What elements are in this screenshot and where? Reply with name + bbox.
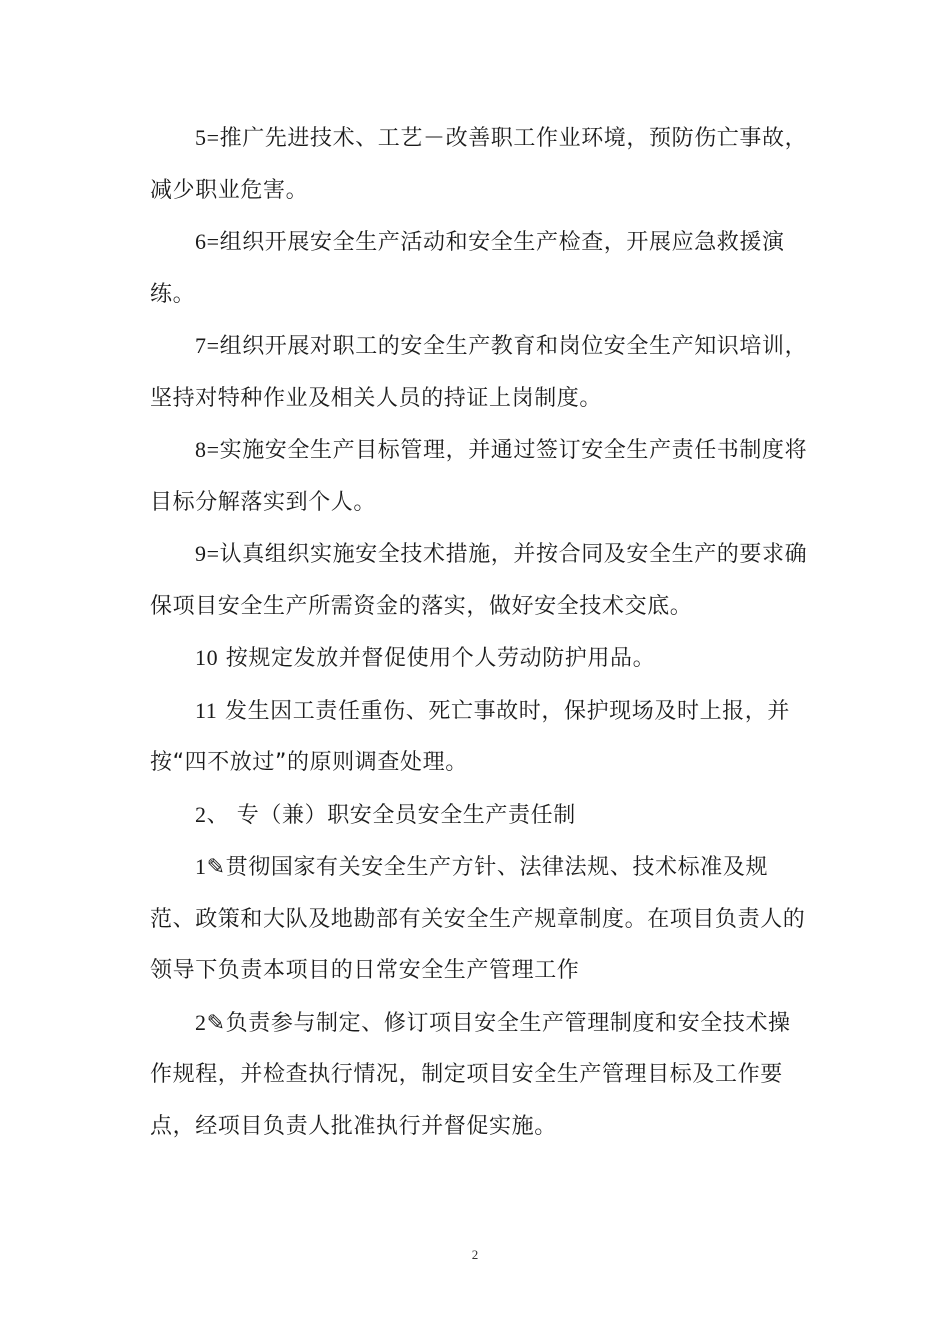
paragraph-item-6 [150, 216, 810, 320]
paragraph-text: 负责参与制定、修订项目安全生产管理制度和安全技术操作规程，并检查执行情况，制定项目安全生产管理目标及工作要点，经项目负责人批准执行并督促实施。 [150, 1010, 791, 1139]
paragraph-text: 发生因工责任重伤、死亡事故时，保护现场及时上报，并按“四不放过”的原则调查处理。 [150, 698, 790, 775]
section-heading [150, 789, 810, 842]
item-number: 1✎ [195, 854, 226, 879]
paragraph-text: 组织开展安全生产活动和安全生产检查，开展应急救援演练。 [150, 230, 785, 307]
paragraph-text: 认真组织实施安全技术措施，并按合同及安全生产的要求确保项目安全生产所需资金的落实，做好安全技术交底。 [150, 542, 808, 619]
paragraph-text: 组织开展对职工的安全生产教育和岗位安全生产知识培训，坚持对特种作业及相关人员的持证上岗制度。 [150, 334, 808, 411]
item-number: 10 [195, 645, 219, 670]
paragraph-subitem-2 [150, 997, 810, 1153]
paragraph-text: 推广先进技术、工艺－改善职工作业环境，预防伤亡事故，减少职业危害。 [150, 126, 808, 203]
item-number: 5= [195, 125, 220, 150]
paragraph-item-11 [150, 685, 810, 789]
paragraph-item-10 [150, 632, 810, 685]
document-body [150, 112, 810, 1152]
section-number: 2、 [195, 801, 230, 827]
section-title: 专（兼）职安全员安全生产责任制 [229, 802, 576, 828]
page-number: 2 [471, 1247, 479, 1262]
paragraph-text: 实施安全生产目标管理，并通过签订安全生产责任书制度将目标分解落实到个人。 [150, 438, 808, 515]
paragraph-item-5 [150, 112, 810, 216]
paragraph-text: 贯彻国家有关安全生产方针、法律法规、技术标准及规范、政策和大队及地勘部有关安全生产规章制度。在项目负责人的领导下负责本项目的日常安全生产管理工作 [150, 855, 806, 983]
item-number: 8= [195, 437, 220, 462]
item-number: 6= [195, 229, 220, 254]
item-number: 7= [195, 333, 220, 358]
paragraph-item-8 [150, 424, 810, 528]
paragraph-item-7 [150, 320, 810, 424]
item-number: 9= [195, 541, 220, 566]
paragraph-item-9 [150, 528, 810, 632]
item-number: 11 [195, 697, 218, 723]
paragraph-text: 按规定发放并督促使用个人劳动防护用品。 [218, 646, 656, 671]
item-number: 2✎ [195, 1009, 226, 1035]
paragraph-subitem-1 [150, 841, 810, 997]
